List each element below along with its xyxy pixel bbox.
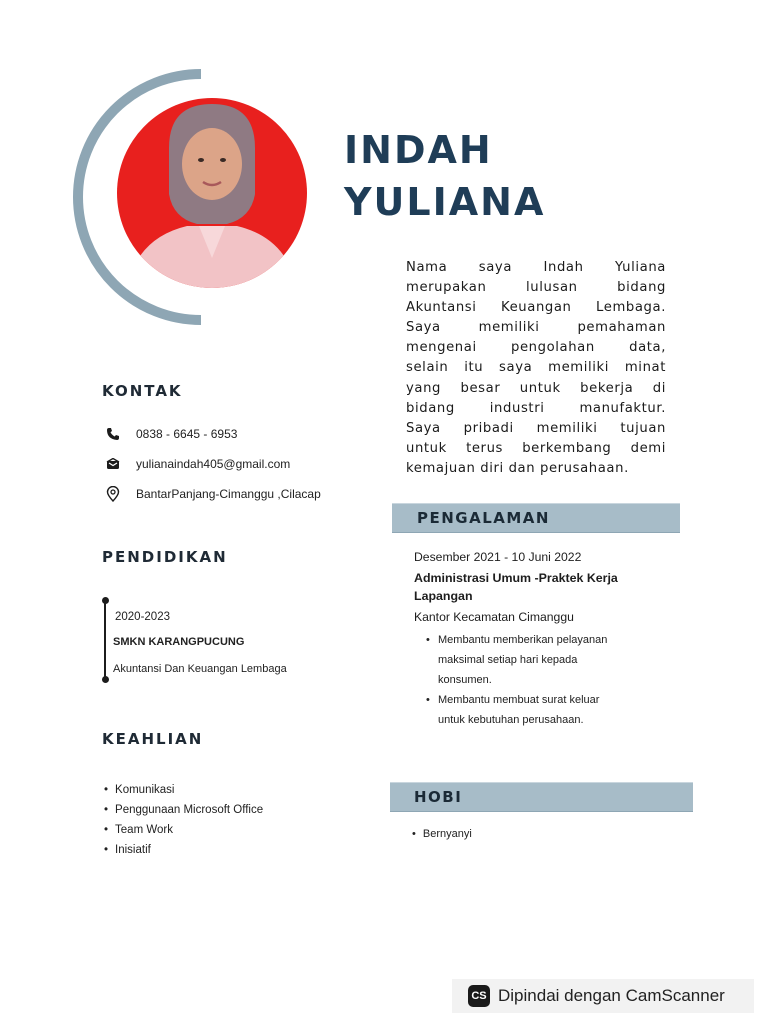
- education-school: SMKN KARANGPUCUNG: [113, 636, 245, 648]
- about-line: mengenai pengolahan data,: [406, 340, 666, 356]
- pengalaman-heading-bar: [392, 503, 680, 533]
- profile-photo: [117, 98, 307, 288]
- hobi-heading-bar: [390, 782, 693, 812]
- list-item: • Komunikasi: [104, 780, 263, 800]
- list-item: • Inisiatif: [104, 840, 263, 860]
- camscanner-logo: CS: [468, 985, 490, 1007]
- list-item: • Bernyanyi: [412, 828, 472, 840]
- pendidikan-heading: PENDIDIKAN: [102, 548, 228, 566]
- contact-address: [104, 485, 321, 503]
- about-line: Akuntansi Keuangan Lembaga.: [406, 300, 666, 316]
- pengalaman-heading: PENGALAMAN: [417, 509, 550, 527]
- keahlian-heading: KEAHLIAN: [102, 730, 204, 748]
- experience-period: Desember 2021 - 10 Juni 2022: [414, 550, 582, 564]
- experience-duties: [416, 630, 616, 730]
- list-item: • Penggunaan Microsoft Office: [104, 800, 263, 820]
- phone-text: 0838 - 6645 - 6953: [136, 427, 238, 441]
- email-text: yulianaindah405@gmail.com: [136, 457, 291, 471]
- phone-icon: [104, 425, 122, 443]
- experience-role: Administrasi Umum -Praktek Kerja Lapangan: [414, 571, 618, 603]
- contact-phone: [104, 425, 237, 443]
- education-major: Akuntansi Dan Keuangan Lembaga: [113, 663, 287, 675]
- mail-icon: [104, 455, 122, 473]
- about-paragraph: [406, 258, 666, 479]
- kontak-heading: KONTAK: [102, 382, 183, 400]
- about-line: yang besar untuk bekerja di: [406, 380, 666, 396]
- about-line: untuk terus berkembang demi: [406, 440, 666, 456]
- location-pin-icon: [104, 485, 122, 503]
- education-years: 2020-2023: [115, 611, 170, 623]
- about-line: Nama saya Indah Yuliana: [406, 260, 666, 275]
- education-timeline-line: [104, 600, 106, 680]
- address-text: BantarPanjang-Cimanggu ,Cilacap: [136, 487, 321, 501]
- skills-list: [104, 780, 263, 860]
- camscanner-watermark: [452, 979, 754, 1013]
- about-line: Saya pribadi memiliki tujuan: [406, 420, 666, 436]
- list-item: • Membantu memberikan pelayanan maksimal setiap hari kepada konsumen.: [416, 630, 616, 690]
- watermark-text: Dipindai dengan CamScanner: [498, 986, 725, 1005]
- contact-email: [104, 455, 290, 473]
- full-name: [344, 124, 545, 228]
- timeline-dot-top: [102, 597, 109, 604]
- about-line: kemajuan diri dan perusahaan.: [406, 460, 629, 476]
- about-line: Saya memiliki pemahaman: [406, 320, 666, 336]
- hobi-list: [412, 828, 472, 840]
- about-line: selain itu saya memiliki minat: [406, 360, 666, 376]
- hobi-heading: HOBI: [414, 788, 463, 806]
- list-item: • Team Work: [104, 820, 263, 840]
- timeline-dot-bottom: [102, 676, 109, 683]
- list-item: • Membantu membuat surat keluar untuk kebutuhan perusahaan.: [416, 690, 616, 730]
- experience-company: Kantor Kecamatan Cimanggu: [414, 610, 574, 624]
- about-line: merupakan lulusan bidang: [406, 280, 666, 296]
- last-name: YULIANA: [344, 180, 546, 224]
- first-name: INDAH: [344, 128, 493, 172]
- about-line: bidang industri manufaktur.: [406, 400, 666, 416]
